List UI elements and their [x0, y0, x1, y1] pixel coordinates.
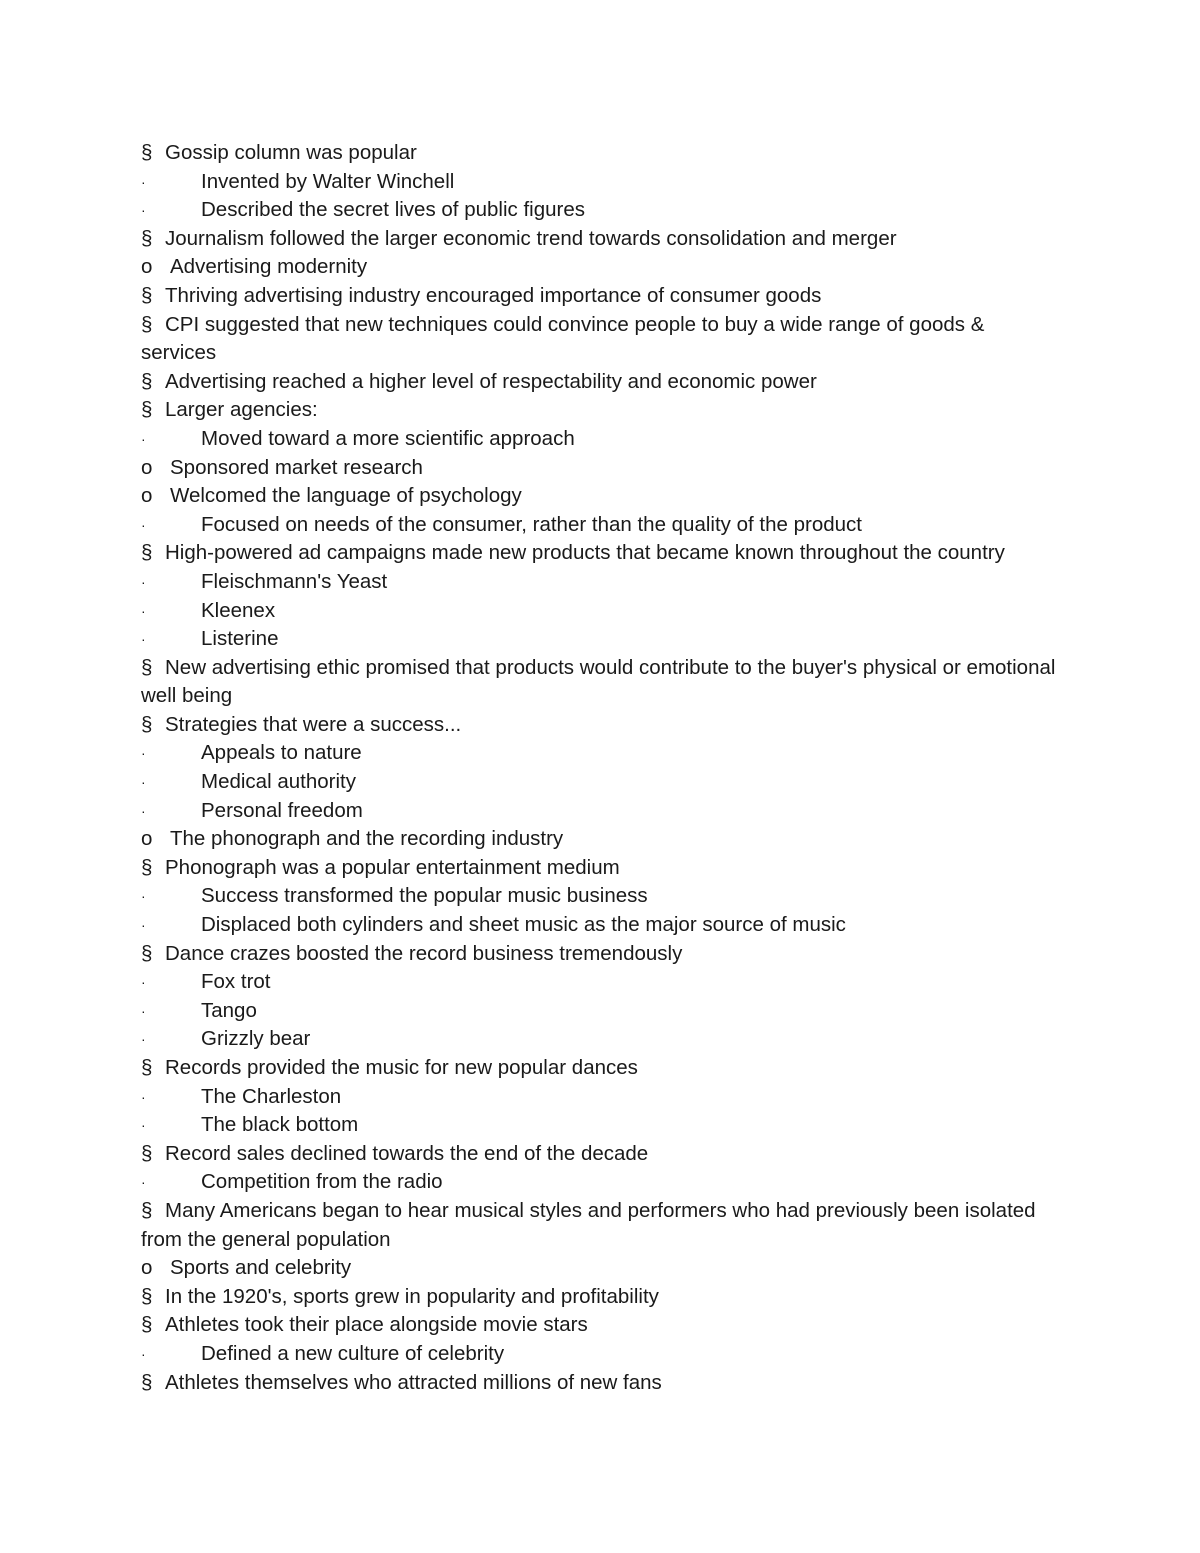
outline-line	[141, 425, 1061, 454]
line-text: Moved toward a more scientific approach	[201, 426, 575, 450]
section-bullet: §	[141, 1141, 153, 1165]
section-bullet: §	[141, 283, 153, 307]
dot-bullet: ·	[141, 1002, 146, 1019]
line-text: CPI suggested that new techniques could convince people to buy a wide range of goods & services	[141, 312, 985, 365]
line-text: Sports and celebrity	[170, 1256, 352, 1280]
outline-line	[141, 940, 1061, 969]
outline-line	[141, 1311, 1061, 1340]
dot-bullet: ·	[141, 1345, 146, 1362]
outline-line	[141, 797, 1061, 826]
section-bullet: §	[141, 655, 153, 679]
outline-line	[141, 282, 1061, 311]
line-text: Athletes themselves who attracted millions of new fans	[165, 1370, 662, 1394]
line-text: Fleischmann's Yeast	[201, 569, 388, 593]
line-text: The Charleston	[201, 1084, 342, 1108]
section-bullet: §	[141, 1370, 153, 1394]
line-text: Dance crazes boosted the record business tremendously	[165, 941, 683, 965]
line-text: Defined a new culture of celebrity	[201, 1341, 505, 1365]
section-bullet: §	[141, 1284, 153, 1308]
section-bullet: §	[141, 369, 153, 393]
outline-line	[141, 539, 1061, 568]
outline-line	[141, 882, 1061, 911]
dot-bullet: ·	[141, 1174, 146, 1191]
outline-line	[141, 454, 1061, 483]
outline-line	[141, 1197, 1061, 1254]
outline-line	[141, 225, 1061, 254]
line-text: Listerine	[201, 627, 279, 651]
outline-line	[141, 711, 1061, 740]
outline-line	[141, 768, 1061, 797]
circle-bullet: o	[141, 255, 153, 279]
outline-line	[141, 482, 1061, 511]
circle-bullet: o	[141, 455, 153, 479]
outline-line	[141, 396, 1061, 425]
line-text: Displaced both cylinders and sheet music as the major source of music	[201, 913, 846, 937]
line-text: Larger agencies:	[165, 398, 318, 422]
outline-line	[141, 739, 1061, 768]
dot-bullet: ·	[141, 917, 146, 934]
outline-line	[141, 968, 1061, 997]
outline-line	[141, 168, 1061, 197]
document-body	[141, 139, 1061, 1397]
line-text: High-powered ad campaigns made new products that became known throughout the country	[165, 541, 1005, 565]
section-bullet: §	[141, 941, 153, 965]
section-bullet: §	[141, 1198, 153, 1222]
section-bullet: §	[141, 226, 153, 250]
line-text: The phonograph and the recording industry	[170, 827, 564, 851]
section-bullet: §	[141, 541, 153, 565]
outline-line	[141, 511, 1061, 540]
outline-line	[141, 625, 1061, 654]
line-text: Sponsored market research	[170, 455, 423, 479]
line-text: Appeals to nature	[201, 741, 362, 765]
line-text: Welcomed the language of psychology	[170, 484, 522, 508]
line-text: Tango	[201, 998, 257, 1022]
line-text: Strategies that were a success...	[165, 712, 462, 736]
line-text: Many Americans began to hear musical styles and performers who had previously been isolated from the general population	[141, 1198, 1036, 1251]
section-bullet: §	[141, 712, 153, 736]
outline-line	[141, 1140, 1061, 1169]
outline-line	[141, 568, 1061, 597]
dot-bullet: ·	[141, 430, 146, 447]
section-bullet: §	[141, 141, 153, 164]
line-text: Success transformed the popular music business	[201, 884, 648, 908]
dot-bullet: ·	[141, 745, 146, 762]
outline-line	[141, 1168, 1061, 1197]
outline-line	[141, 368, 1061, 397]
line-text: Advertising modernity	[170, 255, 368, 279]
dot-bullet: ·	[141, 202, 146, 219]
line-text: Described the secret lives of public figures	[201, 198, 585, 222]
outline-line	[141, 854, 1061, 883]
dot-bullet: ·	[141, 774, 146, 791]
line-text: Medical authority	[201, 770, 356, 794]
dot-bullet: ·	[141, 573, 146, 590]
dot-bullet: ·	[141, 173, 146, 190]
circle-bullet: o	[141, 1256, 153, 1280]
line-text: Competition from the radio	[201, 1170, 443, 1194]
line-text: Invented by Walter Winchell	[201, 169, 455, 193]
outline-line	[141, 253, 1061, 282]
line-text: Advertising reached a higher level of respectability and economic power	[165, 369, 817, 393]
outline-line	[141, 139, 1061, 168]
dot-bullet: ·	[141, 802, 146, 819]
outline-line	[141, 654, 1061, 711]
line-text: Record sales declined towards the end of the decade	[165, 1141, 649, 1165]
outline-line	[141, 911, 1061, 940]
outline-line	[141, 997, 1061, 1026]
line-text: New advertising ethic promised that products would contribute to the buyer's physical or emotional well being	[141, 655, 1056, 708]
dot-bullet: ·	[141, 602, 146, 619]
line-text: The black bottom	[201, 1113, 359, 1137]
dot-bullet: ·	[141, 516, 146, 533]
dot-bullet: ·	[141, 1031, 146, 1048]
dot-bullet: ·	[141, 888, 146, 905]
section-bullet: §	[141, 398, 153, 422]
section-bullet: §	[141, 312, 153, 336]
outline-line	[141, 311, 1061, 368]
line-text: Journalism followed the larger economic trend towards consolidation and merger	[165, 226, 897, 250]
line-text: Athletes took their place alongside movie stars	[165, 1313, 588, 1337]
outline-line	[141, 1025, 1061, 1054]
line-text: Personal freedom	[201, 798, 363, 822]
dot-bullet: ·	[141, 974, 146, 991]
line-text: In the 1920's, sports grew in popularity and profitability	[165, 1284, 659, 1308]
section-bullet: §	[141, 1313, 153, 1337]
line-text: Fox trot	[201, 970, 271, 994]
line-text: Thriving advertising industry encouraged importance of consumer goods	[165, 283, 822, 307]
outline-line	[141, 1111, 1061, 1140]
circle-bullet: o	[141, 827, 153, 851]
dot-bullet: ·	[141, 1088, 146, 1105]
line-text: Gossip column was popular	[165, 141, 417, 164]
outline-line	[141, 825, 1061, 854]
line-text: Grizzly bear	[201, 1027, 311, 1051]
line-text: Focused on needs of the consumer, rather than the quality of the product	[201, 512, 862, 536]
outline-line	[141, 1283, 1061, 1312]
outline-line	[141, 1083, 1061, 1112]
section-bullet: §	[141, 855, 153, 879]
line-text: Phonograph was a popular entertainment medium	[165, 855, 620, 879]
dot-bullet: ·	[141, 631, 146, 648]
outline-line	[141, 1340, 1061, 1369]
outline-line	[141, 1054, 1061, 1083]
line-text: Records provided the music for new popular dances	[165, 1056, 638, 1079]
outline-line	[141, 196, 1061, 225]
circle-bullet: o	[141, 484, 153, 508]
outline-line	[141, 597, 1061, 626]
section-bullet: §	[141, 1056, 153, 1079]
outline-line	[141, 1369, 1061, 1398]
dot-bullet: ·	[141, 1117, 146, 1134]
outline-line	[141, 1254, 1061, 1283]
line-text: Kleenex	[201, 598, 276, 622]
